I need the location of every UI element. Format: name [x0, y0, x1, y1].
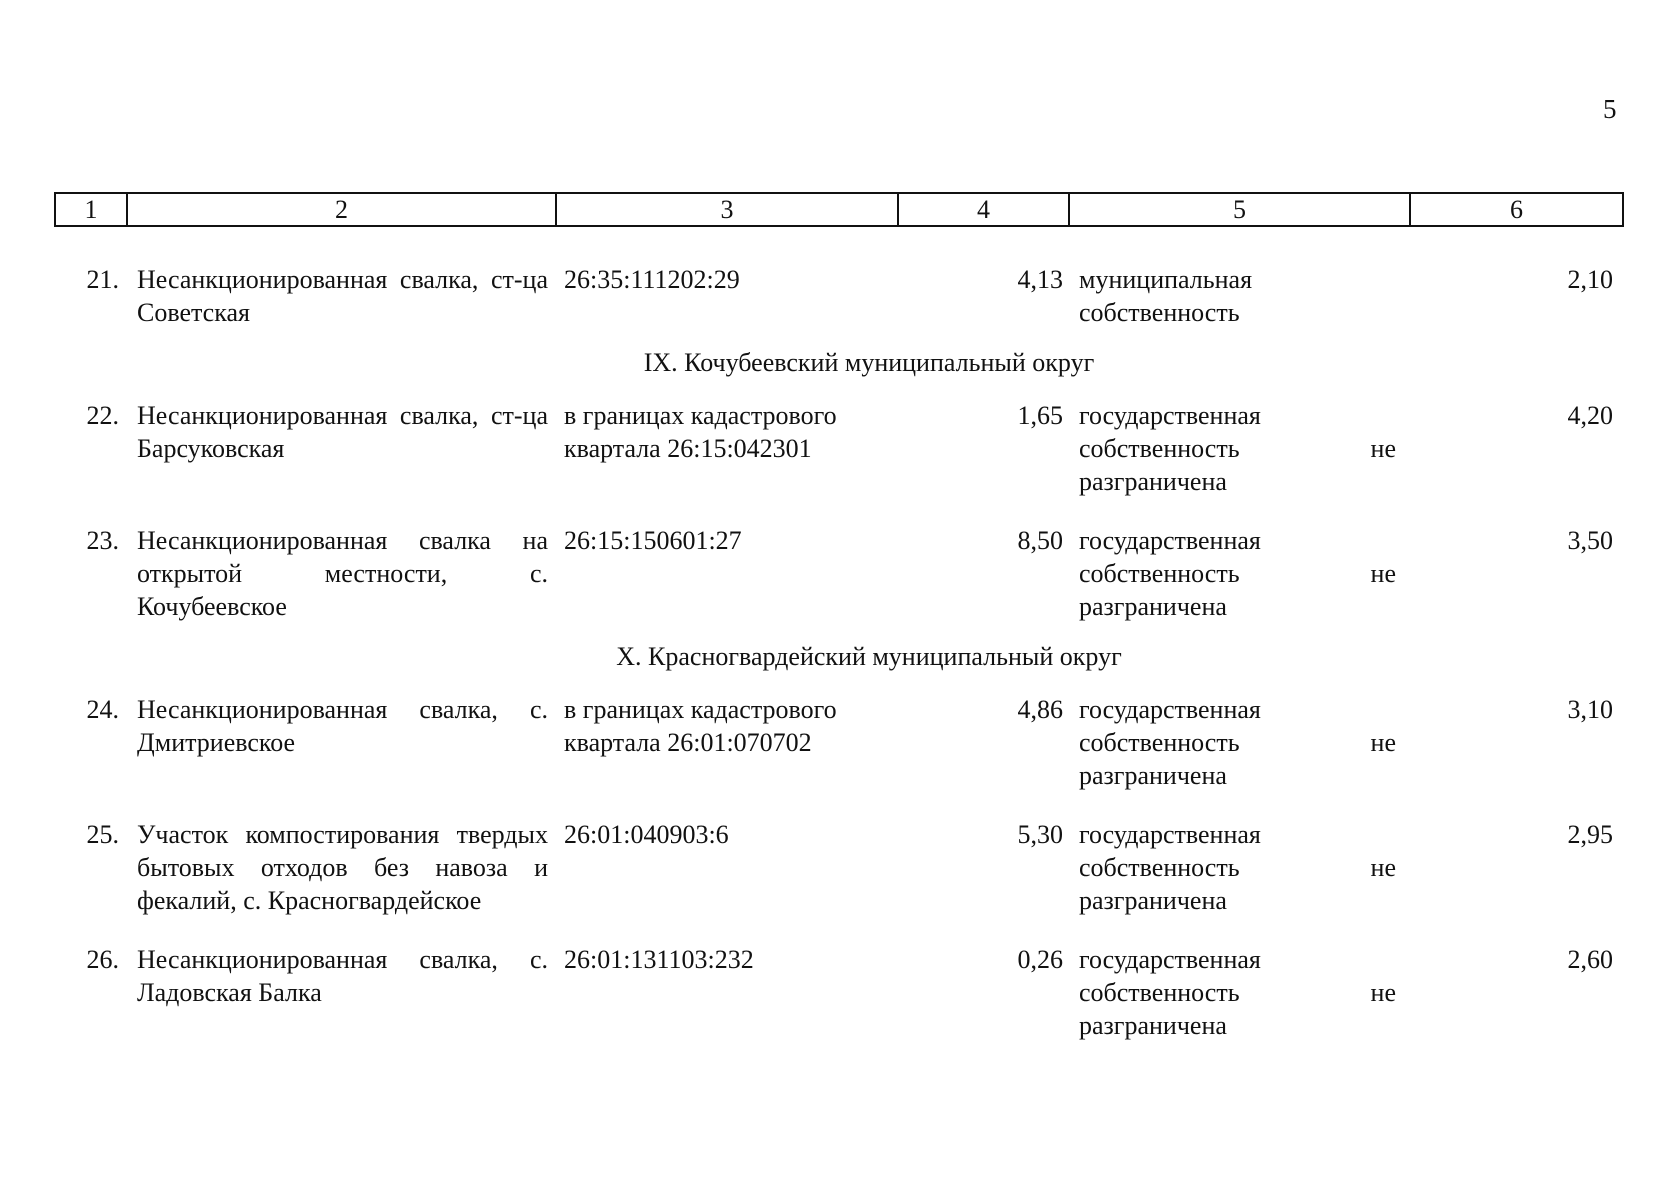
column-header-2: 2	[127, 193, 556, 226]
column-6-value: 2,95	[1567, 820, 1613, 849]
site-name: Несанкционированная свалка, с. Ладовская Балка	[137, 945, 548, 1007]
site-area: 1,65	[1017, 401, 1063, 430]
table-body	[55, 226, 1623, 1042]
column-header-6: 6	[1410, 193, 1623, 226]
table-row	[55, 689, 1623, 792]
site-name: Несанкционированная свалка на открытой местности, с. Кочубеевское	[137, 526, 548, 621]
site-area: 4,13	[1017, 265, 1063, 294]
site-area: 5,30	[1017, 820, 1063, 849]
row-number: 26.	[86, 945, 119, 974]
cadastral-number: 26:15:150601:27	[564, 526, 742, 555]
row-number: 22.	[86, 401, 119, 430]
section-heading	[55, 623, 1623, 689]
row-number: 25.	[86, 820, 119, 849]
site-area: 0,26	[1017, 945, 1063, 974]
section-title: IX. Кочубеевский муниципальный округ	[643, 347, 1095, 377]
table-row	[55, 226, 1623, 329]
ownership-type: государственная собственность не разграничена	[1079, 695, 1396, 790]
column-6-value: 4,20	[1567, 401, 1613, 430]
column-header-4: 4	[898, 193, 1069, 226]
column-header-1: 1	[55, 193, 127, 226]
cadastral-number: 26:01:131103:232	[564, 945, 754, 974]
cadastral-number: в границах кадастрового квартала 26:15:042301	[564, 401, 837, 463]
section-heading-row	[55, 329, 1623, 395]
column-6-value: 3,50	[1567, 526, 1613, 555]
row-number: 24.	[86, 695, 119, 724]
ownership-type: государственная собственность не разграничена	[1079, 401, 1396, 496]
site-name: Несанкционированная свалка, ст-ца Советская	[137, 265, 548, 327]
section-heading-row	[55, 623, 1623, 689]
table-row	[55, 917, 1623, 1042]
row-number: 23.	[86, 526, 119, 555]
column-header-5: 5	[1069, 193, 1410, 226]
cadastral-number: 26:35:111202:29	[564, 265, 740, 294]
header-row	[55, 193, 1623, 226]
landfill-table	[54, 192, 1624, 1042]
page-number: 5	[1603, 94, 1617, 124]
site-name: Несанкционированная свалка, ст-ца Барсуковская	[137, 401, 548, 463]
cadastral-number: в границах кадастрового квартала 26:01:070702	[564, 695, 837, 757]
site-area: 8,50	[1017, 526, 1063, 555]
cadastral-number: 26:01:040903:6	[564, 820, 729, 849]
table-row	[55, 498, 1623, 623]
table-header	[55, 193, 1623, 226]
site-name: Несанкционированная свалка, с. Дмитриевское	[137, 695, 548, 757]
section-title: X. Красногвардейский муниципальный округ	[616, 641, 1122, 671]
ownership-type: государственная собственность не разграничена	[1079, 820, 1396, 915]
site-area: 4,86	[1017, 695, 1063, 724]
column-6-value: 3,10	[1567, 695, 1613, 724]
column-6-value: 2,60	[1567, 945, 1613, 974]
ownership-type: государственная собственность не разграничена	[1079, 526, 1396, 621]
column-6-value: 2,10	[1567, 265, 1613, 294]
site-name: Участок компостирования твердых бытовых отходов без навоза и фекалий, с. Красногвардейское	[137, 820, 548, 915]
ownership-type: государственная собственность не разграничена	[1079, 945, 1396, 1040]
section-heading	[55, 329, 1623, 395]
table-row	[55, 395, 1623, 498]
column-header-3: 3	[556, 193, 898, 226]
row-number: 21.	[86, 265, 119, 294]
table-row	[55, 792, 1623, 917]
ownership-type: муниципальная собственность	[1079, 265, 1253, 327]
